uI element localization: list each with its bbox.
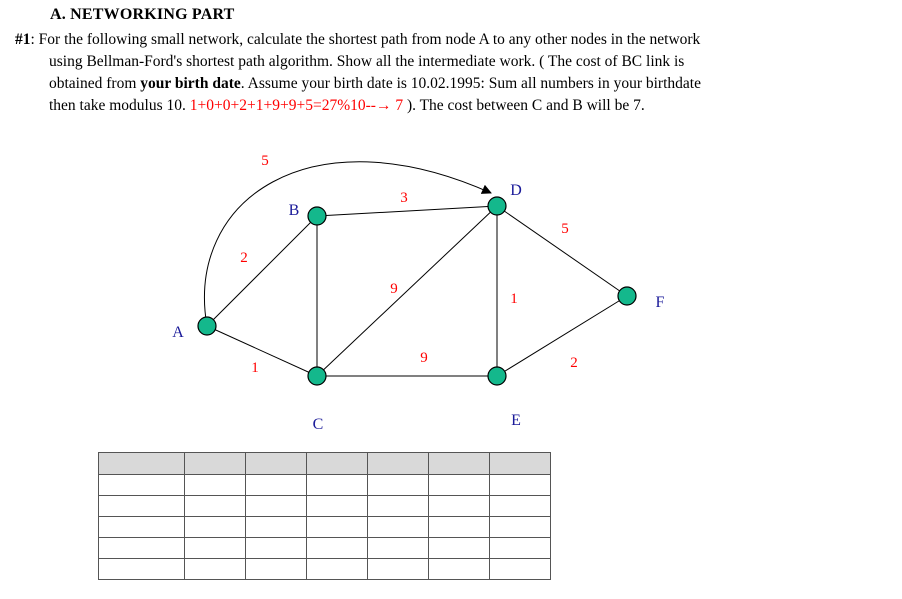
node-label-C: C <box>312 416 324 433</box>
table-cell <box>368 517 429 538</box>
node-D <box>488 197 506 215</box>
table-cell <box>99 538 185 559</box>
table-cell <box>246 453 307 475</box>
table-cell <box>368 475 429 496</box>
table-cell <box>490 496 551 517</box>
cost-label-A-D: 5 <box>261 153 269 169</box>
table-cell <box>185 453 246 475</box>
table-cell <box>99 475 185 496</box>
cost-label-B-D: 3 <box>400 190 408 206</box>
cost-label-C-E: 9 <box>420 350 428 366</box>
table-cell <box>429 453 490 475</box>
node-E <box>488 367 506 385</box>
node-label-B: B <box>288 202 300 219</box>
edge-A-D <box>204 162 491 326</box>
table-row <box>99 559 551 580</box>
table-cell <box>368 559 429 580</box>
table-cell <box>99 559 185 580</box>
table-row <box>99 475 551 496</box>
edge-D-F <box>497 206 627 296</box>
node-C <box>308 367 326 385</box>
table-cell <box>429 559 490 580</box>
table-header-row <box>99 453 551 475</box>
table-cell <box>246 475 307 496</box>
table-cell <box>490 559 551 580</box>
cost-label-A-C: 1 <box>251 360 259 376</box>
birth-date-emphasis: your birth date <box>140 75 241 92</box>
table-row <box>99 538 551 559</box>
table-cell <box>99 496 185 517</box>
table-cell <box>246 517 307 538</box>
cost-label-C-D: 9 <box>390 281 398 297</box>
problem-line-2: using Bellman-Ford's shortest path algorithm. Show all the intermediate work. ( The cost of BC link is <box>49 53 685 70</box>
table-row <box>99 496 551 517</box>
table-cell <box>307 496 368 517</box>
cost-label-E-F: 2 <box>570 355 578 371</box>
table-row <box>99 517 551 538</box>
table-cell <box>99 453 185 475</box>
edge-A-B <box>207 216 317 326</box>
problem-number: #1 <box>15 31 31 48</box>
node-label-E: E <box>511 412 521 429</box>
table-cell <box>307 517 368 538</box>
node-label-F: F <box>655 294 665 311</box>
birthdate-calculation: 1+0+0+2+1+9+9+5=27%10--→ 7 <box>189 97 407 114</box>
table-cell <box>429 496 490 517</box>
work-table <box>98 452 551 580</box>
table-cell <box>429 517 490 538</box>
problem-line-3: obtained from your birth date. Assume your birth date is 10.02.1995: Sum all numbers in your birthdate <box>49 75 701 92</box>
table-cell <box>185 538 246 559</box>
cost-label-D-E: 1 <box>510 291 518 307</box>
edge-B-D <box>317 206 497 216</box>
cost-label-D-F: 5 <box>561 221 569 237</box>
table-cell <box>307 453 368 475</box>
node-label-A: A <box>172 324 184 341</box>
table-cell <box>429 475 490 496</box>
edge-E-F <box>497 296 627 376</box>
labels-layer <box>172 153 664 433</box>
table-cell <box>307 559 368 580</box>
table-cell <box>185 559 246 580</box>
table-cell <box>490 453 551 475</box>
table-cell <box>307 538 368 559</box>
edge-C-D <box>317 206 497 376</box>
node-F <box>618 287 636 305</box>
table-cell <box>429 538 490 559</box>
table-cell <box>490 517 551 538</box>
node-label-D: D <box>510 182 522 199</box>
edges-layer <box>204 162 627 376</box>
table-cell <box>246 538 307 559</box>
table-cell <box>246 496 307 517</box>
section-heading: A. NETWORKING PART <box>50 6 235 23</box>
table-cell <box>368 453 429 475</box>
table-cell <box>185 517 246 538</box>
table-cell <box>246 559 307 580</box>
cost-label-A-B: 2 <box>240 250 248 266</box>
problem-line-4: then take modulus 10. 1+0+0+2+1+9+9+5=27%10--→ 7 ). The cost between C and B will be 7. <box>49 97 645 114</box>
table-cell <box>490 475 551 496</box>
table-cell <box>368 496 429 517</box>
node-A <box>198 317 216 335</box>
problem-line-1: #1: For the following small network, calculate the shortest path from node A to any other nodes in the network <box>15 31 701 48</box>
edge-A-C <box>207 326 317 376</box>
table-cell <box>307 475 368 496</box>
table-cell <box>368 538 429 559</box>
table-cell <box>185 496 246 517</box>
node-B <box>308 207 326 225</box>
table-cell <box>185 475 246 496</box>
table-cell <box>99 517 185 538</box>
table-cell <box>490 538 551 559</box>
